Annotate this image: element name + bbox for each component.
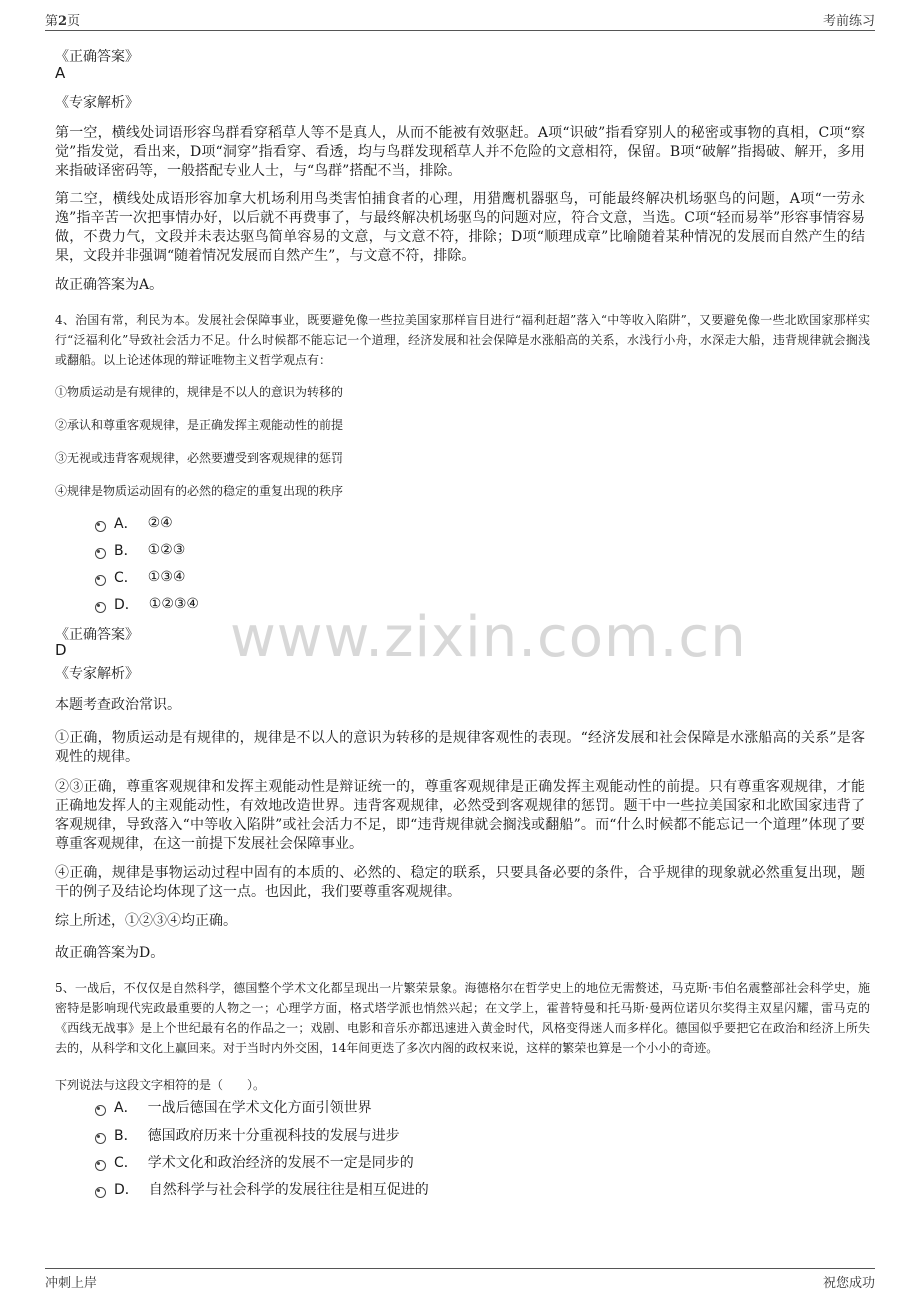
statement-item: ②承认和尊重客观规律，是正确发挥主观能动性的前提 xyxy=(55,418,344,432)
analysis-paragraph: 第一空，横线处词语形容鸟群看穿稻草人等不是真人，从而不能被有效驱赶。A项“识破”指看穿别人的秘密或事物的真相，C项“察觉”指发觉，看出来，D项“洞穿”指看穿、看透，均与鸟群发现稻草人并不危险的文意相符，保留。B项“破解”指揭破、解开，多用来指破译密码等，一般搭配专业人士，与“鸟群”搭配不当，排除。 xyxy=(55,125,865,179)
answer-value: A xyxy=(55,64,66,82)
analysis-paragraph: 第二空，横线处成语形容加拿大机场利用鸟类害怕捕食者的心理，用猎鹰机器驱鸟，可能最终解决机场驱鸟的问题，A项“一劳永逸”指辛苦一次把事情办好，以后就不再费事了，与最终解决机场驱鸟的问题对应，符合文意，当选。C项“轻而易举”形容事情容易做，不费力气，文段并未表达驱鸟简单容易的文意，与文意不符，排除；D项“顺理成章”比喻随着某种情况的发展而自然产生的结果，文段并非强调“随着情况发展而自然产生”，与文意不符，排除。 xyxy=(55,191,865,264)
radio-icon[interactable] xyxy=(95,548,106,559)
question-text: 4、治国有常，利民为本。发展社会保障事业，既要避免像一些拉美国家那样盲目进行“福利赶超”落入“中等收入陷阱”，又要避免像一些北欧国家那样实行“泛福利化”导致社会活力不足。什么时候都不能忘记一个道理，经济发展和社会保障是水涨船高的关系，水浅行小舟，水深走大船，违背规律就会搁浅或翻船。以上论述体现的辩证唯物主义哲学观点有： xyxy=(55,313,870,367)
radio-icon[interactable] xyxy=(95,1133,106,1144)
option-d[interactable]: D． 自然科学与社会科学的发展往往是相互促进的 xyxy=(95,1179,429,1199)
analysis-label: 《专家解析》 xyxy=(55,95,139,111)
option-c[interactable]: C． ①③④ xyxy=(95,567,185,587)
answer-label: 《正确答案》 xyxy=(55,49,139,65)
statement-item: ④规律是物质运动固有的必然的稳定的重复出现的秩序 xyxy=(55,484,344,498)
analysis-conclusion: 故正确答案为D。 xyxy=(55,945,165,961)
radio-icon[interactable] xyxy=(95,1105,106,1116)
analysis-paragraph: 综上所述，①②③④均正确。 xyxy=(55,913,237,929)
analysis-paragraph: 本题考查政治常识。 xyxy=(55,697,181,713)
analysis-label: 《专家解析》 xyxy=(55,666,139,682)
answer-value: D xyxy=(55,641,67,659)
page-number: 第2页 xyxy=(45,14,81,29)
question-text: 5、一战后，不仅仅是自然科学，德国整个学术文化都呈现出一片繁荣景象。海德格尔在哲学史上的地位无需赘述，马克斯·韦伯名震整部社会科学史，施密特是影响现代宪政最重要的人物之一；心理学方面，格式塔学派也悄然兴起；在文学上，霍普特曼和托马斯·曼两位诺贝尔奖得主双星闪耀，雷马克的《西线无战事》是上个世纪最有名的作品之一；戏剧、电影和音乐亦都迅速进入黄金时代，风格变得迷人而多样化。德国似乎要把它在政治和经济上所失去的，从科学和文化上赢回来。对于当时内外交困，14年间更迭了多次内阁的政权来说，这样的繁荣也算是一个小小的奇迹。 xyxy=(55,981,870,1055)
option-a[interactable]: A． 一战后德国在学术文化方面引领世界 xyxy=(95,1097,372,1117)
page-footer xyxy=(45,1268,875,1291)
analysis-paragraph: ①正确，物质运动是有规律的，规律是不以人的意识为转移的是规律客观性的表现。“经济发展和社会保障是水涨船高的关系”是客观性的规律。 xyxy=(55,730,865,765)
radio-icon[interactable] xyxy=(95,602,106,613)
statement-item: ①物质运动是有规律的，规律是不以人的意识为转移的 xyxy=(55,385,344,399)
header-right-text: 考前练习 xyxy=(822,14,875,29)
radio-icon[interactable] xyxy=(95,575,106,586)
radio-icon[interactable] xyxy=(95,1160,106,1171)
option-a[interactable]: A． ②④ xyxy=(95,513,173,533)
answer-label: 《正确答案》 xyxy=(55,627,139,643)
radio-icon[interactable] xyxy=(95,521,106,532)
footer-left-text: 冲刺上岸 xyxy=(45,1276,98,1291)
option-d[interactable]: D． ①②③④ xyxy=(95,594,199,614)
question-prompt: 下列说法与这段文字相符的是（ ）。 xyxy=(55,1078,266,1092)
radio-icon[interactable] xyxy=(95,1187,106,1198)
footer-right-text: 祝您成功 xyxy=(822,1276,875,1291)
option-b[interactable]: B． ①②③ xyxy=(95,540,185,560)
statement-item: ③无视或违背客观规律，必然要遭受到客观规律的惩罚 xyxy=(55,451,344,465)
analysis-paragraph: ②③正确，尊重客观规律和发挥主观能动性是辩证统一的，尊重客观规律是正确发挥主观能动性的前提。只有尊重客观规律，才能正确地发挥人的主观能动性，有效地改造世界。违背客观规律，必然受到客观规律的惩罚。题干中一些拉美国家和北欧国家违背了客观规律，导致落入“中等收入陷阱”或社会活力不足，即“违背规律就会搁浅或翻船”。而“什么时候都不能忘记一个道理”体现了要尊重客观规律，在这一前提下发展社会保障事业。 xyxy=(55,779,865,852)
analysis-conclusion: 故正确答案为A。 xyxy=(55,277,164,293)
option-c[interactable]: C． 学术文化和政治经济的发展不一定是同步的 xyxy=(95,1152,414,1172)
page-header xyxy=(45,10,875,31)
watermark: www.zixin.com.cn xyxy=(230,605,747,670)
analysis-paragraph: ④正确，规律是事物运动过程中固有的本质的、必然的、稳定的联系，只要具备必要的条件，合乎规律的现象就必然重复出现，题干的例子及结论均体现了这一点。也因此，我们要尊重客观规律。 xyxy=(55,865,865,900)
option-b[interactable]: B． 德国政府历来十分重视科技的发展与进步 xyxy=(95,1125,400,1145)
